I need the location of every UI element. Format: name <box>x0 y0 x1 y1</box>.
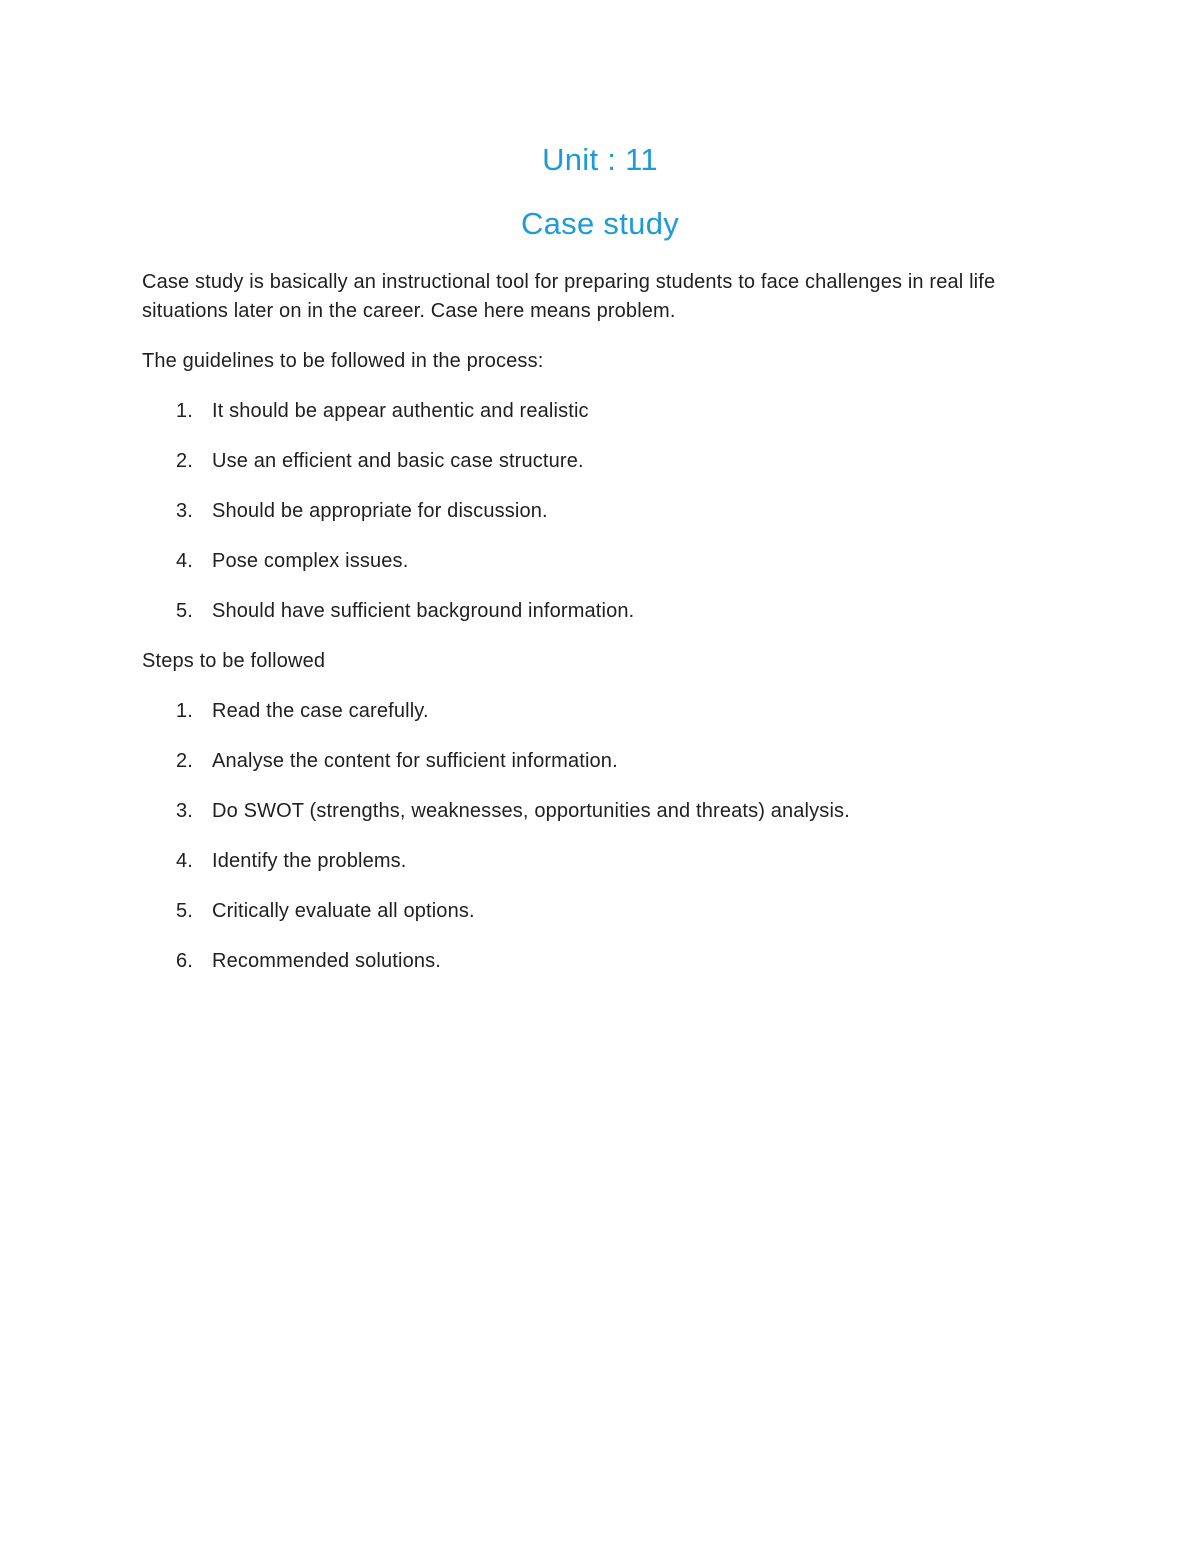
steps-heading: Steps to be followed <box>142 650 326 672</box>
list-number: 5. <box>176 900 193 922</box>
section-title: Case study <box>520 206 680 241</box>
list-item-text: Should be appropriate for discussion. <box>212 500 548 522</box>
intro-paragraph: Case study is basically an instructional tool for preparing students to face challenges in real life situations later on in the career. Case here means problem. <box>142 271 996 322</box>
list-number: 3. <box>176 500 193 522</box>
list-item-text: Read the case carefully. <box>212 700 429 722</box>
list-number: 5. <box>176 600 193 622</box>
list-item-text: Do SWOT (strengths, weaknesses, opportunities and threats) analysis. <box>212 800 850 822</box>
list-number: 1. <box>176 400 193 422</box>
list-item-text: It should be appear authentic and realistic <box>212 400 589 422</box>
list-item-text: Critically evaluate all options. <box>212 900 475 922</box>
list-item-text: Use an efficient and basic case structure. <box>212 450 584 472</box>
list-item-text: Should have sufficient background information. <box>212 600 635 622</box>
list-item-text: Recommended solutions. <box>212 950 441 972</box>
list-number: 1. <box>176 700 193 722</box>
list-item-text: Analyse the content for sufficient information. <box>212 750 618 772</box>
list-number: 6. <box>176 950 193 972</box>
list-number: 2. <box>176 450 193 472</box>
list-number: 3. <box>176 800 193 822</box>
unit-title: Unit : 11 <box>542 142 658 177</box>
list-item-text: Identify the problems. <box>212 850 407 872</box>
list-number: 4. <box>176 850 193 872</box>
guidelines-heading: The guidelines to be followed in the process: <box>142 350 544 372</box>
list-number: 4. <box>176 550 193 572</box>
list-number: 2. <box>176 750 193 772</box>
list-item-text: Pose complex issues. <box>212 550 409 572</box>
